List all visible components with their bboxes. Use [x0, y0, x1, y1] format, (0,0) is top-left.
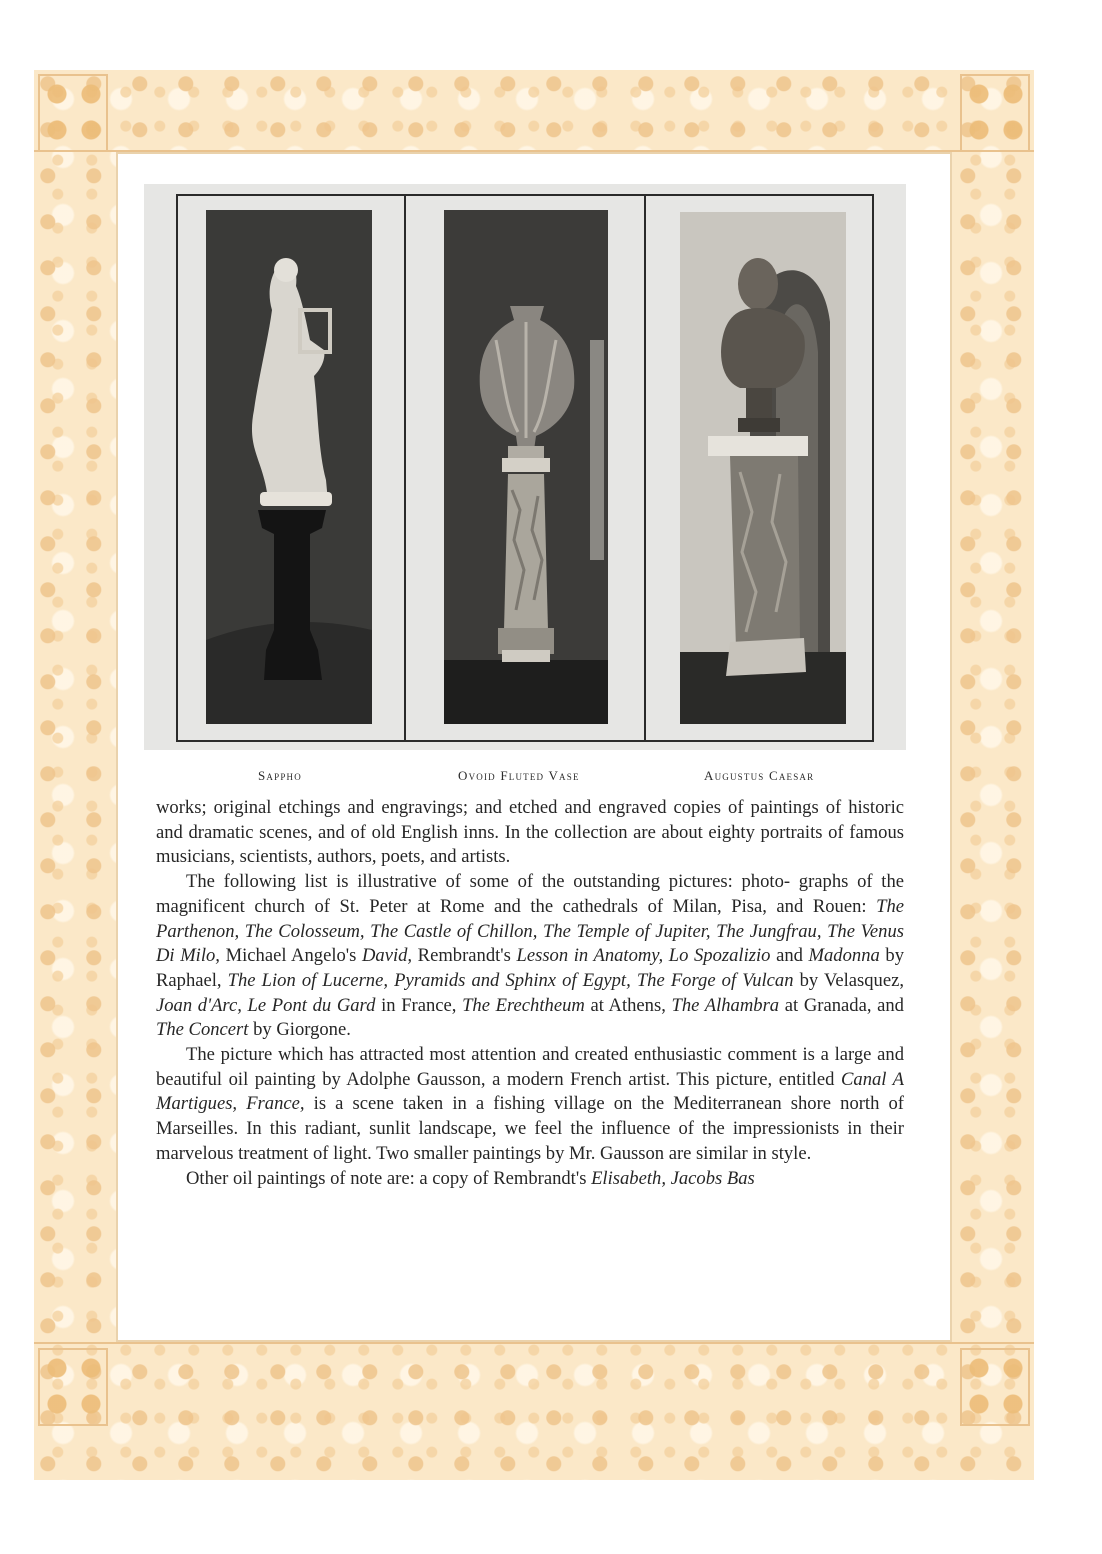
paragraph: [156, 1167, 904, 1192]
text-run: The following list is illustrative of some of the outstanding pictures: photo- graphs of the magnificent church of St. Peter at Rome and the cathedrals of Milan, Pisa, and Rouen:: [156, 871, 904, 917]
plate-divider: [404, 194, 406, 742]
text-run: and: [770, 945, 809, 967]
text-run: The picture which has attracted most attention and created enthusiastic comment is a large and beautiful oil painting by Adolphe Gausson, a modern French artist. This picture, entitled: [156, 1044, 904, 1090]
italic-title: Madonna: [808, 945, 880, 967]
paragraph: [156, 870, 904, 1043]
text-run: Other oil paintings of note are: a copy of Rembrandt's: [186, 1167, 592, 1189]
caption-augustus-caesar: Augustus Caesar: [704, 768, 815, 783]
italic-title: The Lion of Lucerne, Pyramids and Sphinx of Egypt, The Forge of Vulcan: [227, 969, 794, 991]
text-run: at Granada, and: [779, 994, 904, 1016]
photo-augustus-caesar-bust: [680, 212, 846, 724]
paragraph: [156, 796, 904, 870]
plate-divider: [644, 194, 646, 742]
paragraph: [156, 1043, 904, 1167]
caption-sappho: Sappho: [258, 768, 302, 783]
caption-ovoid-fluted-vase: Ovoid Fluted Vase: [458, 768, 580, 783]
text-run: Rembrandt's: [412, 945, 517, 967]
border-corner-ornament: [38, 1348, 108, 1426]
text-run: by Velasquez,: [793, 969, 905, 991]
border-corner-ornament: [960, 1348, 1030, 1426]
border-corner-ornament: [960, 74, 1030, 152]
italic-title: The Concert: [156, 1019, 249, 1041]
border-rule: [34, 1342, 1034, 1344]
italic-title: The Alhambra: [671, 994, 780, 1016]
text-run: at Athens,: [584, 994, 672, 1016]
border-corner-ornament: [38, 74, 108, 152]
italic-title: David,: [361, 945, 413, 967]
italic-title: The Erechtheum: [462, 994, 585, 1016]
italic-title: Canal A Martigues, France,: [156, 1068, 905, 1115]
photo-statue-sappho: [206, 210, 372, 724]
photo-ovoid-fluted-vase: [444, 210, 608, 724]
text-run: is a scene taken in a fishing village on the Mediterranean shore north of Marseilles. In this radiant, sunlit landscape, we feel the influence of the impressionists in their marvelous treatment of light. Two smaller paintings by Mr. Gausson are similar in style.: [156, 1093, 904, 1164]
italic-title: The Parthenon, The Colosseum, The Castle of Chillon, The Temple of Jupiter, The Jungfrau, The Venus Di Milo,: [156, 895, 904, 967]
text-run: by Giorgone.: [248, 1019, 351, 1041]
text-run: works; original etchings and engravings; and etched and engraved copies of paintings of historic and dramatic scenes, and of old English inns. In the collection are about eighty portraits of famous musicians, scientists, authors, poets, and artists.: [156, 797, 904, 868]
italic-title: Lesson in Anatomy, Lo Spozalizio: [516, 945, 771, 967]
text-run: Michael Angelo's: [219, 945, 362, 967]
text-run: by Raphael,: [156, 945, 904, 991]
body-text: [156, 796, 904, 1191]
text-run: in France,: [375, 994, 463, 1016]
italic-title: Joan d'Arc, Le Pont du Gard: [156, 994, 376, 1016]
italic-title: Elisabeth, Jacobs Bas: [591, 1167, 755, 1189]
